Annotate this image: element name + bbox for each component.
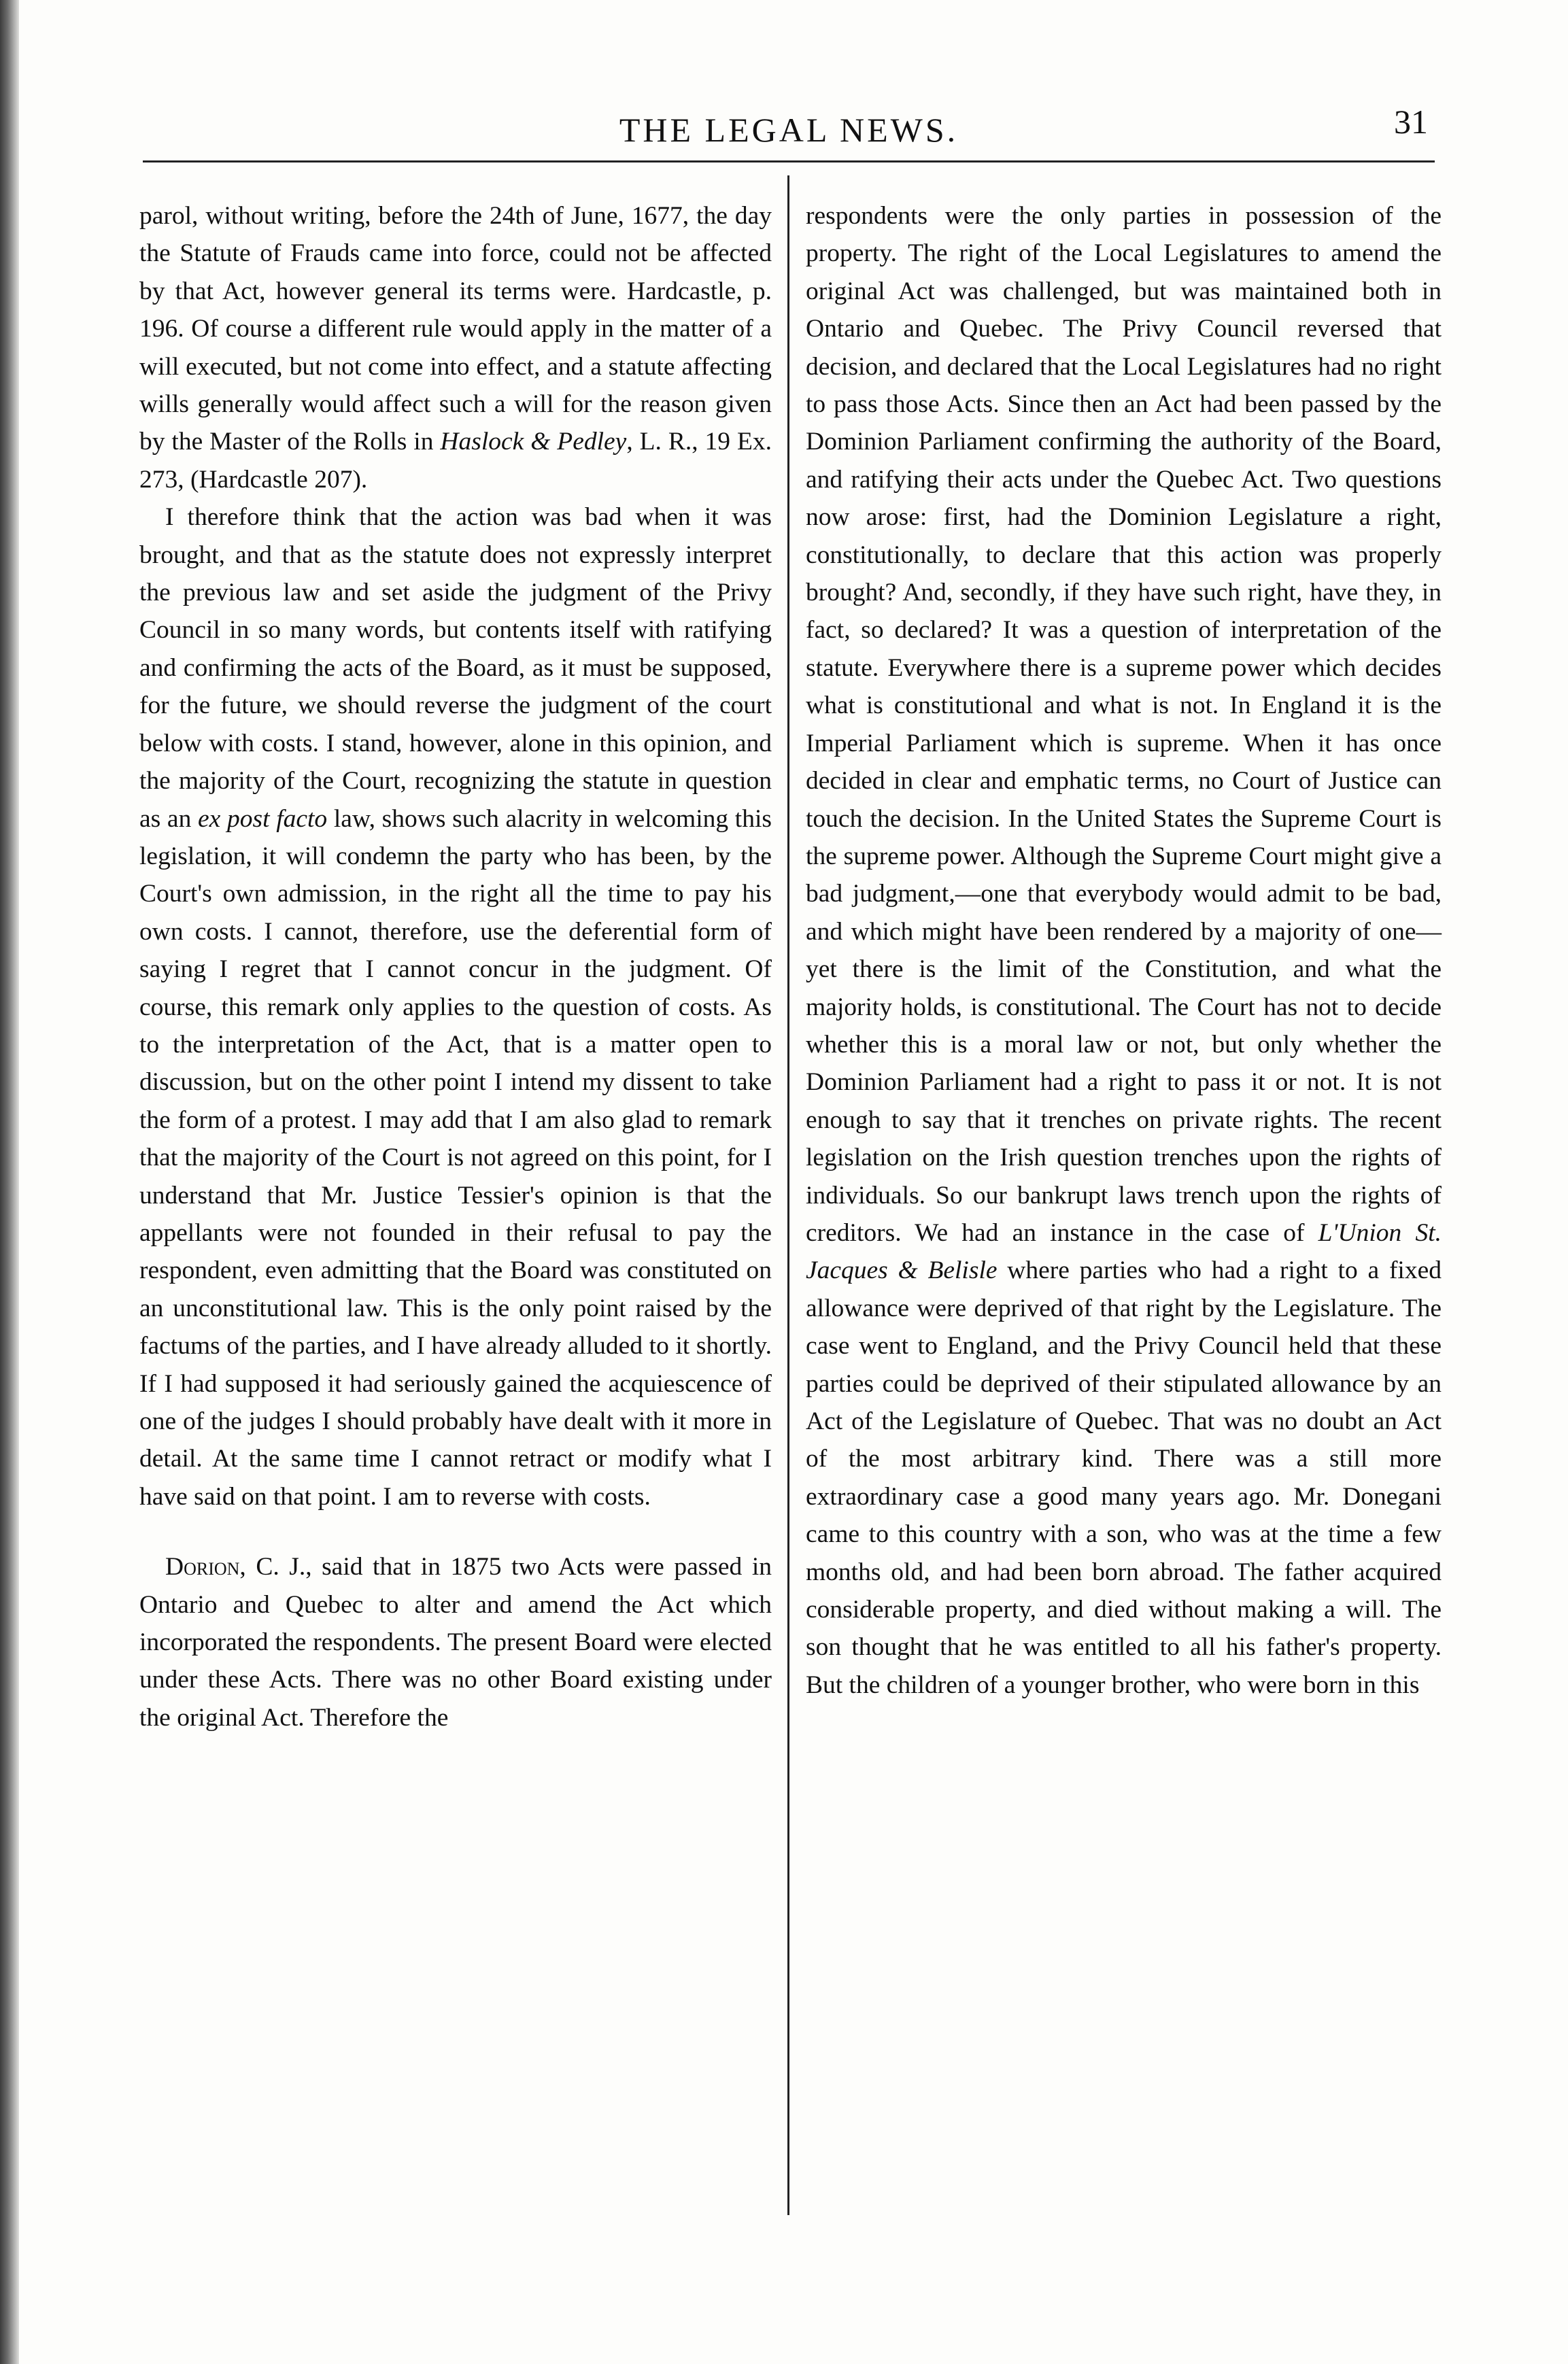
left-paragraph-2-text: I therefore think that the action was bad when it was brought, and that as the statute does not expressly interpret the previous law and set aside the judgment of the Privy Council in so many words, but contents itself with ratifying and confirming the acts of the Board, as it must be supposed, for the future, we should reverse the judgment of the court below with costs. I stand, however, alone in this opinion, and the majority of the Court, recognizing the statute in question as an	[139, 503, 772, 833]
page-number: 31	[1394, 103, 1428, 141]
left-paragraph-3-text: , C. J., said that in 1875 two Acts were passed in Ontario and Quebec to alter and amend the Act which incorporated the respondents. The present Board were elected under these Acts. There was no other Board existing under the original Act. Therefore the	[139, 1553, 772, 1732]
left-paragraph-1	[139, 197, 772, 498]
right-paragraph-1	[806, 197, 1442, 1704]
header-rule	[143, 160, 1435, 162]
left-paragraph-1-end: , L. R., 19 Ex. 273, (Hardcastle 207).	[139, 428, 772, 494]
case-citation-haslock: Haslock & Pedley	[440, 428, 627, 456]
right-paragraph-1-text: respondents were the only parties in possession of the property. The right of the Local Legislatures to amend the original Act was challenged, but was maintained both in Ontario and Quebec. The Privy Council reversed that decision, and declared that the Local Legislatures had no right to pass those Acts. Since then an Act had been passed by the Dominion Parliament confirming the authority of the Board, and ratifying their acts under the Quebec Act. Two questions now arose: first, had the Dominion Legislature a right, constitutionally, to declare that this action was properly brought? And, secondly, if they have such right, have they, in fact, so declared? It was a question of interpretation of the statute. Everywhere there is a supreme power which decides what is constitutional and what is not. In England it is the Imperial Parliament which is supreme. When it has once decided in clear and emphatic terms, no Court of Justice can touch the decision. In the United States the Supreme Court is the supreme power. Although the Supreme Court might give a bad judgment,—one that everybody would admit to be bad, and which might have been rendered by a majority of one—yet there is the limit of the Constitution, and what the majority holds, is constitutional. The Court has not to decide whether this is a moral law or not, but only whether the Dominion Parliament had a right to pass it or not. It is not enough to say that it trenches on private rights. The recent legislation on the Irish question trenches upon the rights of individuals. So our bankrupt laws trench upon the rights of creditors. We had an instance in the case of	[806, 202, 1442, 1247]
left-paragraph-3	[139, 1548, 772, 1736]
speaker-name: Dorion	[165, 1553, 240, 1581]
left-paragraph-2	[139, 498, 772, 1515]
page-binding-edge	[0, 0, 19, 2364]
latin-term: ex post facto	[198, 804, 328, 833]
left-paragraph-2-end: law, shows such alacrity in welcoming this legislation, it will condemn the party who has been, by the Court's own admission, in the right all the time to pay his own costs. I cannot, therefore, use the deferential form of saying I regret that I cannot concur in the judgment. Of course, this remark only applies to the question of costs. As to the interpretation of the Act, that is a matter open to discussion, but on the other point I intend my dissent to take the form of a protest. I may add that I am also glad to remark that the majority of the Court is not agreed on this point, for I understand that Mr. Justice Tessier's opinion is that the appellants were not founded in their refusal to pay the respondent, even admitting that the Board was constituted on an unconstitutional law. This is the only point raised by the factums of the parties, and I have already alluded to it shortly. If I had supposed it had seriously gained the acquiescence of one of the judges I should probably have dealt with it more in detail. At the same time I cannot retract or modify what I have said on that point. I am to reverse with costs.	[139, 804, 772, 1511]
right-paragraph-1-end: where parties who had a right to a fixed allowance were deprived of that right by the Legislature. The case went to England, and the Privy Council held that these parties could be deprived of their stipulated allowance by an Act of the Legislature of Quebec. That was no doubt an Act of the most arbitrary kind. There was a still more extraordinary case a good many years ago. Mr. Donegani came to this country with a son, who was at the time a few months old, and had been born abroad. The father acquired considerable property, and died without making a will. The son thought that he was entitled to all his father's property. But the children of a younger brother, who were born in this	[806, 1256, 1442, 1699]
case-citation-union: L'Union St. Jacques & Belisle	[806, 1218, 1442, 1285]
right-column	[806, 197, 1442, 1704]
left-paragraph-1-text: parol, without writing, before the 24th of June, 1677, the day the Statute of Frauds came into force, could not be affected by that Act, however general its terms were. Hardcastle, p. 196. Of course a different rule would apply in the matter of a will executed, but not come into effect, and a statute affecting wills generally would affect such a will for the reason given by the Master of the Rolls in	[139, 202, 772, 456]
left-column	[139, 197, 772, 1736]
running-head	[143, 102, 1435, 156]
journal-title: THE LEGAL NEWS.	[619, 111, 959, 149]
column-divider	[787, 175, 789, 2215]
